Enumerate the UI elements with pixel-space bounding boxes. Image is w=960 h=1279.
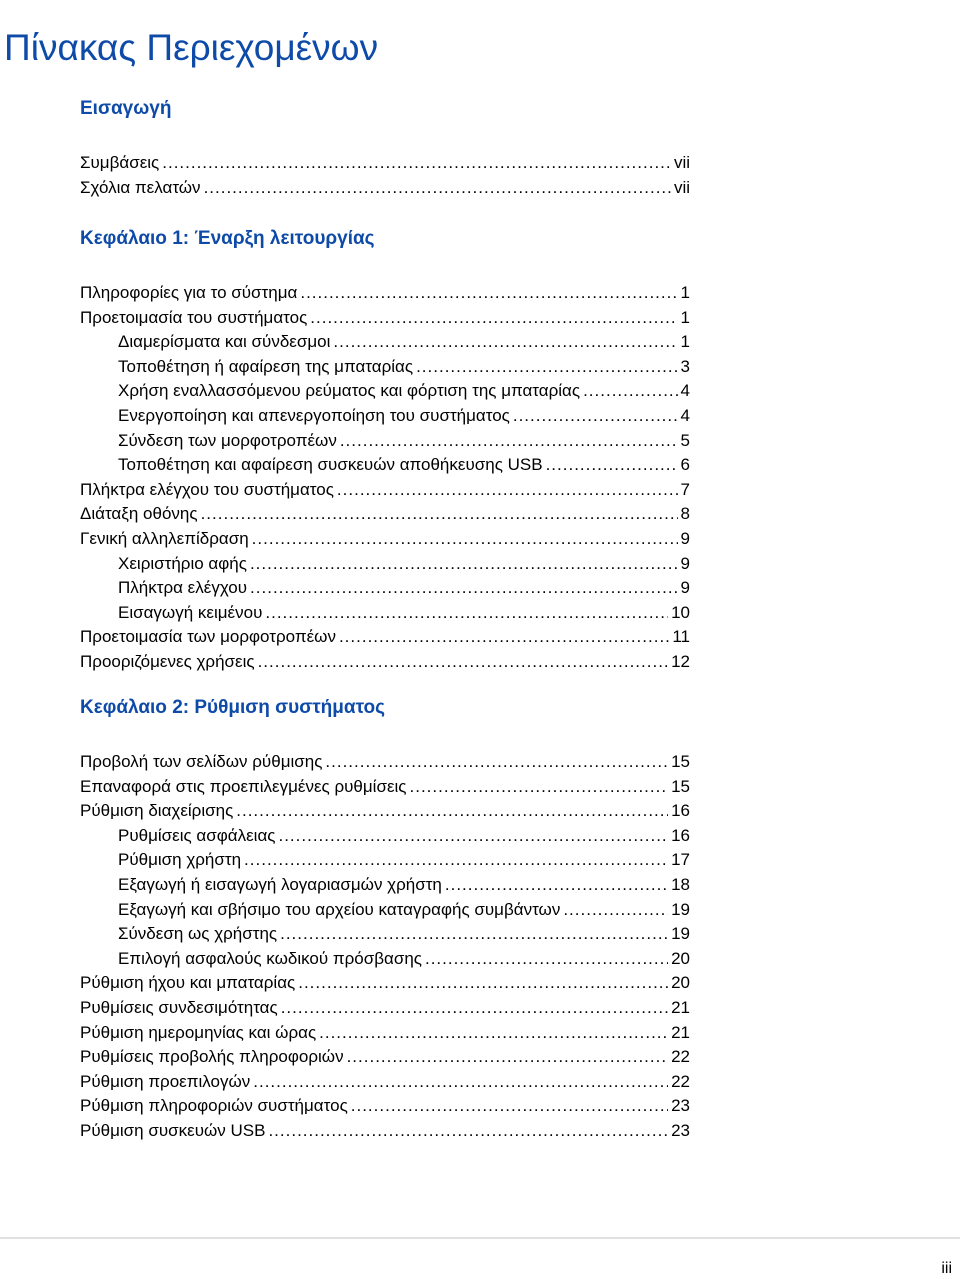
section-heading: Εισαγωγή [80, 98, 172, 119]
toc-entry[interactable] [80, 528, 690, 550]
toc-entry[interactable] [118, 356, 690, 378]
toc-entry[interactable] [118, 553, 690, 575]
toc-entry-label: Ρύθμιση προεπιλογών [80, 1072, 251, 1091]
toc-entry-label: Προβολή των σελίδων ρύθμισης [80, 752, 323, 771]
toc-entry[interactable] [80, 177, 690, 199]
toc-entry-label: Ρύθμιση διαχείρισης [80, 801, 234, 820]
dot-leader [265, 602, 668, 624]
toc-entry-label: Τοποθέτηση ή αφαίρεση της μπαταρίας [118, 357, 414, 376]
toc-entry-page: 4 [680, 381, 690, 400]
toc-entry-page: 19 [671, 900, 690, 919]
dot-leader [445, 874, 668, 896]
toc-entry[interactable] [80, 776, 690, 798]
toc-entry[interactable] [80, 651, 690, 673]
toc-entry-label: Πλήκτρα ελέγχου [118, 578, 248, 597]
toc-entry-page: 1 [680, 332, 690, 351]
toc-entry[interactable] [118, 849, 690, 871]
toc-entry-page: 17 [671, 850, 690, 869]
toc-entry-label: Ρύθμιση ημερομηνίας και ώρας [80, 1023, 317, 1042]
toc-entry[interactable] [80, 751, 690, 773]
toc-entry-page: 15 [671, 777, 690, 796]
toc-entry-page: vii [673, 178, 690, 197]
toc-entry-page: vii [673, 153, 690, 172]
toc-entry[interactable] [118, 430, 690, 452]
dot-leader [300, 282, 677, 304]
toc-entry[interactable] [118, 380, 690, 402]
toc-entry-label: Προετοιμασία των μορφοτροπέων [80, 627, 336, 646]
toc-entry-page: 22 [671, 1047, 690, 1066]
toc-entry-label: Προετοιμασία του συστήματος [80, 308, 308, 327]
dot-leader [268, 1120, 668, 1142]
dot-leader [236, 800, 668, 822]
toc-entry[interactable] [118, 899, 690, 921]
toc-entry-page: 21 [671, 998, 690, 1017]
toc-entry-page: 10 [671, 603, 690, 622]
toc-entry[interactable] [80, 1046, 690, 1068]
toc-entry-label: Ρύθμιση χρήστη [118, 850, 242, 869]
dot-leader [425, 948, 668, 970]
toc-entry[interactable] [118, 825, 690, 847]
toc-entry-label: Προοριζόμενες χρήσεις [80, 652, 255, 671]
dot-leader [280, 923, 668, 945]
toc-entry-label: Ενεργοποίηση και απενεργοποίηση του συστήματος [118, 406, 510, 425]
toc-entry-label: Τοποθέτηση και αφαίρεση συσκευών αποθήκευσης USB [118, 455, 543, 474]
toc-entry[interactable] [118, 602, 690, 624]
toc-entry-label: Ρύθμιση πληροφοριών συστήματος [80, 1096, 348, 1115]
toc-entry[interactable] [80, 1095, 690, 1117]
dot-leader [347, 1046, 669, 1068]
toc-entry-page: 9 [680, 529, 690, 548]
footer-divider [0, 1237, 960, 1239]
toc-entry-page: 22 [671, 1072, 690, 1091]
toc-entry-page: 1 [680, 283, 690, 302]
toc-entry[interactable] [80, 479, 690, 501]
dot-leader [325, 751, 668, 773]
dot-leader [258, 651, 669, 673]
toc-entry-page: 5 [680, 431, 690, 450]
toc-entry[interactable] [80, 282, 690, 304]
toc-entry-label: Εξαγωγή ή εισαγωγή λογαριασμών χρήστη [118, 875, 442, 894]
toc-entry-label: Επαναφορά στις προεπιλεγμένες ρυθμίσεις [80, 777, 407, 796]
toc-entry[interactable] [80, 1071, 690, 1093]
toc-entry-label: Ρύθμιση συσκευών USB [80, 1121, 266, 1140]
toc-entry-page: 20 [671, 949, 690, 968]
dot-leader [278, 825, 668, 847]
section-heading: Κεφάλαιο 1: Έναρξη λειτουργίας [80, 228, 375, 249]
dot-leader [333, 331, 677, 353]
toc-entry[interactable] [80, 972, 690, 994]
toc-entry-page: 18 [671, 875, 690, 894]
dot-leader [281, 997, 668, 1019]
toc-entry-page: 21 [671, 1023, 690, 1042]
dot-leader [244, 849, 668, 871]
toc-entry-label: Σύνδεση ως χρήστης [118, 924, 278, 943]
dot-leader [513, 405, 678, 427]
toc-entry-label: Διάταξη οθόνης [80, 504, 198, 523]
toc-entry-page: 11 [672, 627, 690, 646]
toc-entry[interactable] [80, 503, 690, 525]
toc-entry-label: Διαμερίσματα και σύνδεσμοι [118, 332, 331, 351]
toc-entry-label: Ρυθμίσεις ασφάλειας [118, 826, 276, 845]
dot-leader [337, 479, 678, 501]
toc-entry-label: Σύνδεση των μορφοτροπέων [118, 431, 337, 450]
toc-entry[interactable] [118, 405, 690, 427]
dot-leader [339, 626, 669, 648]
toc-entry[interactable] [80, 800, 690, 822]
dot-leader [410, 776, 669, 798]
dot-leader [250, 553, 678, 575]
dot-leader [319, 1022, 668, 1044]
dot-leader [204, 177, 671, 199]
toc-entry-label: Συμβάσεις [80, 153, 160, 172]
toc-entry[interactable] [118, 874, 690, 896]
toc-entry-page: 23 [671, 1096, 690, 1115]
dot-leader [351, 1095, 668, 1117]
toc-entry-page: 12 [671, 652, 690, 671]
dot-leader [253, 1071, 668, 1093]
toc-entry-page: 9 [680, 554, 690, 573]
toc-entry[interactable] [118, 948, 690, 970]
toc-entry[interactable] [118, 923, 690, 945]
toc-entry[interactable] [118, 331, 690, 353]
toc-entry-label: Ρυθμίσεις προβολής πληροφοριών [80, 1047, 344, 1066]
toc-entry-page: 16 [671, 801, 690, 820]
toc-entry-label: Πλήκτρα ελέγχου του συστήματος [80, 480, 334, 499]
toc-entry[interactable] [80, 1120, 690, 1142]
toc-entry-page: 3 [680, 357, 690, 376]
toc-entry-page: 4 [680, 406, 690, 425]
toc-entry-label: Χρήση εναλλασσόμενου ρεύματος και φόρτιση της μπαταρίας [118, 381, 581, 400]
page-number: iii [941, 1260, 952, 1277]
dot-leader [250, 577, 677, 599]
toc-entry-page: 7 [680, 480, 690, 499]
dot-leader [201, 503, 678, 525]
toc-entry-page: 1 [680, 308, 690, 327]
dot-leader [310, 307, 677, 329]
toc-entry-page: 15 [671, 752, 690, 771]
dot-leader [563, 899, 668, 921]
toc-entry-label: Γενική αλληλεπίδραση [80, 529, 249, 548]
dot-leader [252, 528, 678, 550]
dot-leader [583, 380, 677, 402]
toc-entry[interactable] [80, 1022, 690, 1044]
toc-entry-label: Σχόλια πελατών [80, 178, 201, 197]
dot-leader [546, 454, 678, 476]
toc-entry[interactable] [80, 307, 690, 329]
toc-entry-label: Εξαγωγή και σβήσιμο του αρχείου καταγραφής συμβάντων [118, 900, 561, 919]
toc-entry-label: Εισαγωγή κειμένου [118, 603, 263, 622]
toc-entry-label: Χειριστήριο αφής [118, 554, 247, 573]
toc-entry-page: 16 [671, 826, 690, 845]
dot-leader [416, 356, 677, 378]
toc-entry[interactable] [80, 626, 690, 648]
dot-leader [298, 972, 668, 994]
toc-entry-page: 9 [680, 578, 690, 597]
toc-entry-label: Επιλογή ασφαλούς κωδικού πρόσβασης [118, 949, 422, 968]
toc-entry[interactable] [80, 152, 690, 174]
section-heading: Κεφάλαιο 2: Ρύθμιση συστήματος [80, 697, 386, 718]
toc-entry-page: 19 [671, 924, 690, 943]
toc-entry-page: 6 [680, 455, 690, 474]
dot-leader [162, 152, 671, 174]
toc-entry-label: Ρυθμίσεις συνδεσιμότητας [80, 998, 278, 1017]
toc-entry-page: 8 [680, 504, 690, 523]
toc-entry-page: 20 [671, 973, 690, 992]
toc-entry-label: Ρύθμιση ήχου και μπαταρίας [80, 973, 296, 992]
toc-entry[interactable] [118, 577, 690, 599]
page-title: Πίνακας Περιεχομένων [4, 26, 379, 68]
toc-entry-label: Πληροφορίες για το σύστημα [80, 283, 298, 302]
toc-entry[interactable] [80, 997, 690, 1019]
dot-leader [340, 430, 678, 452]
toc-entry-page: 23 [671, 1121, 690, 1140]
toc-entry[interactable] [118, 454, 690, 476]
